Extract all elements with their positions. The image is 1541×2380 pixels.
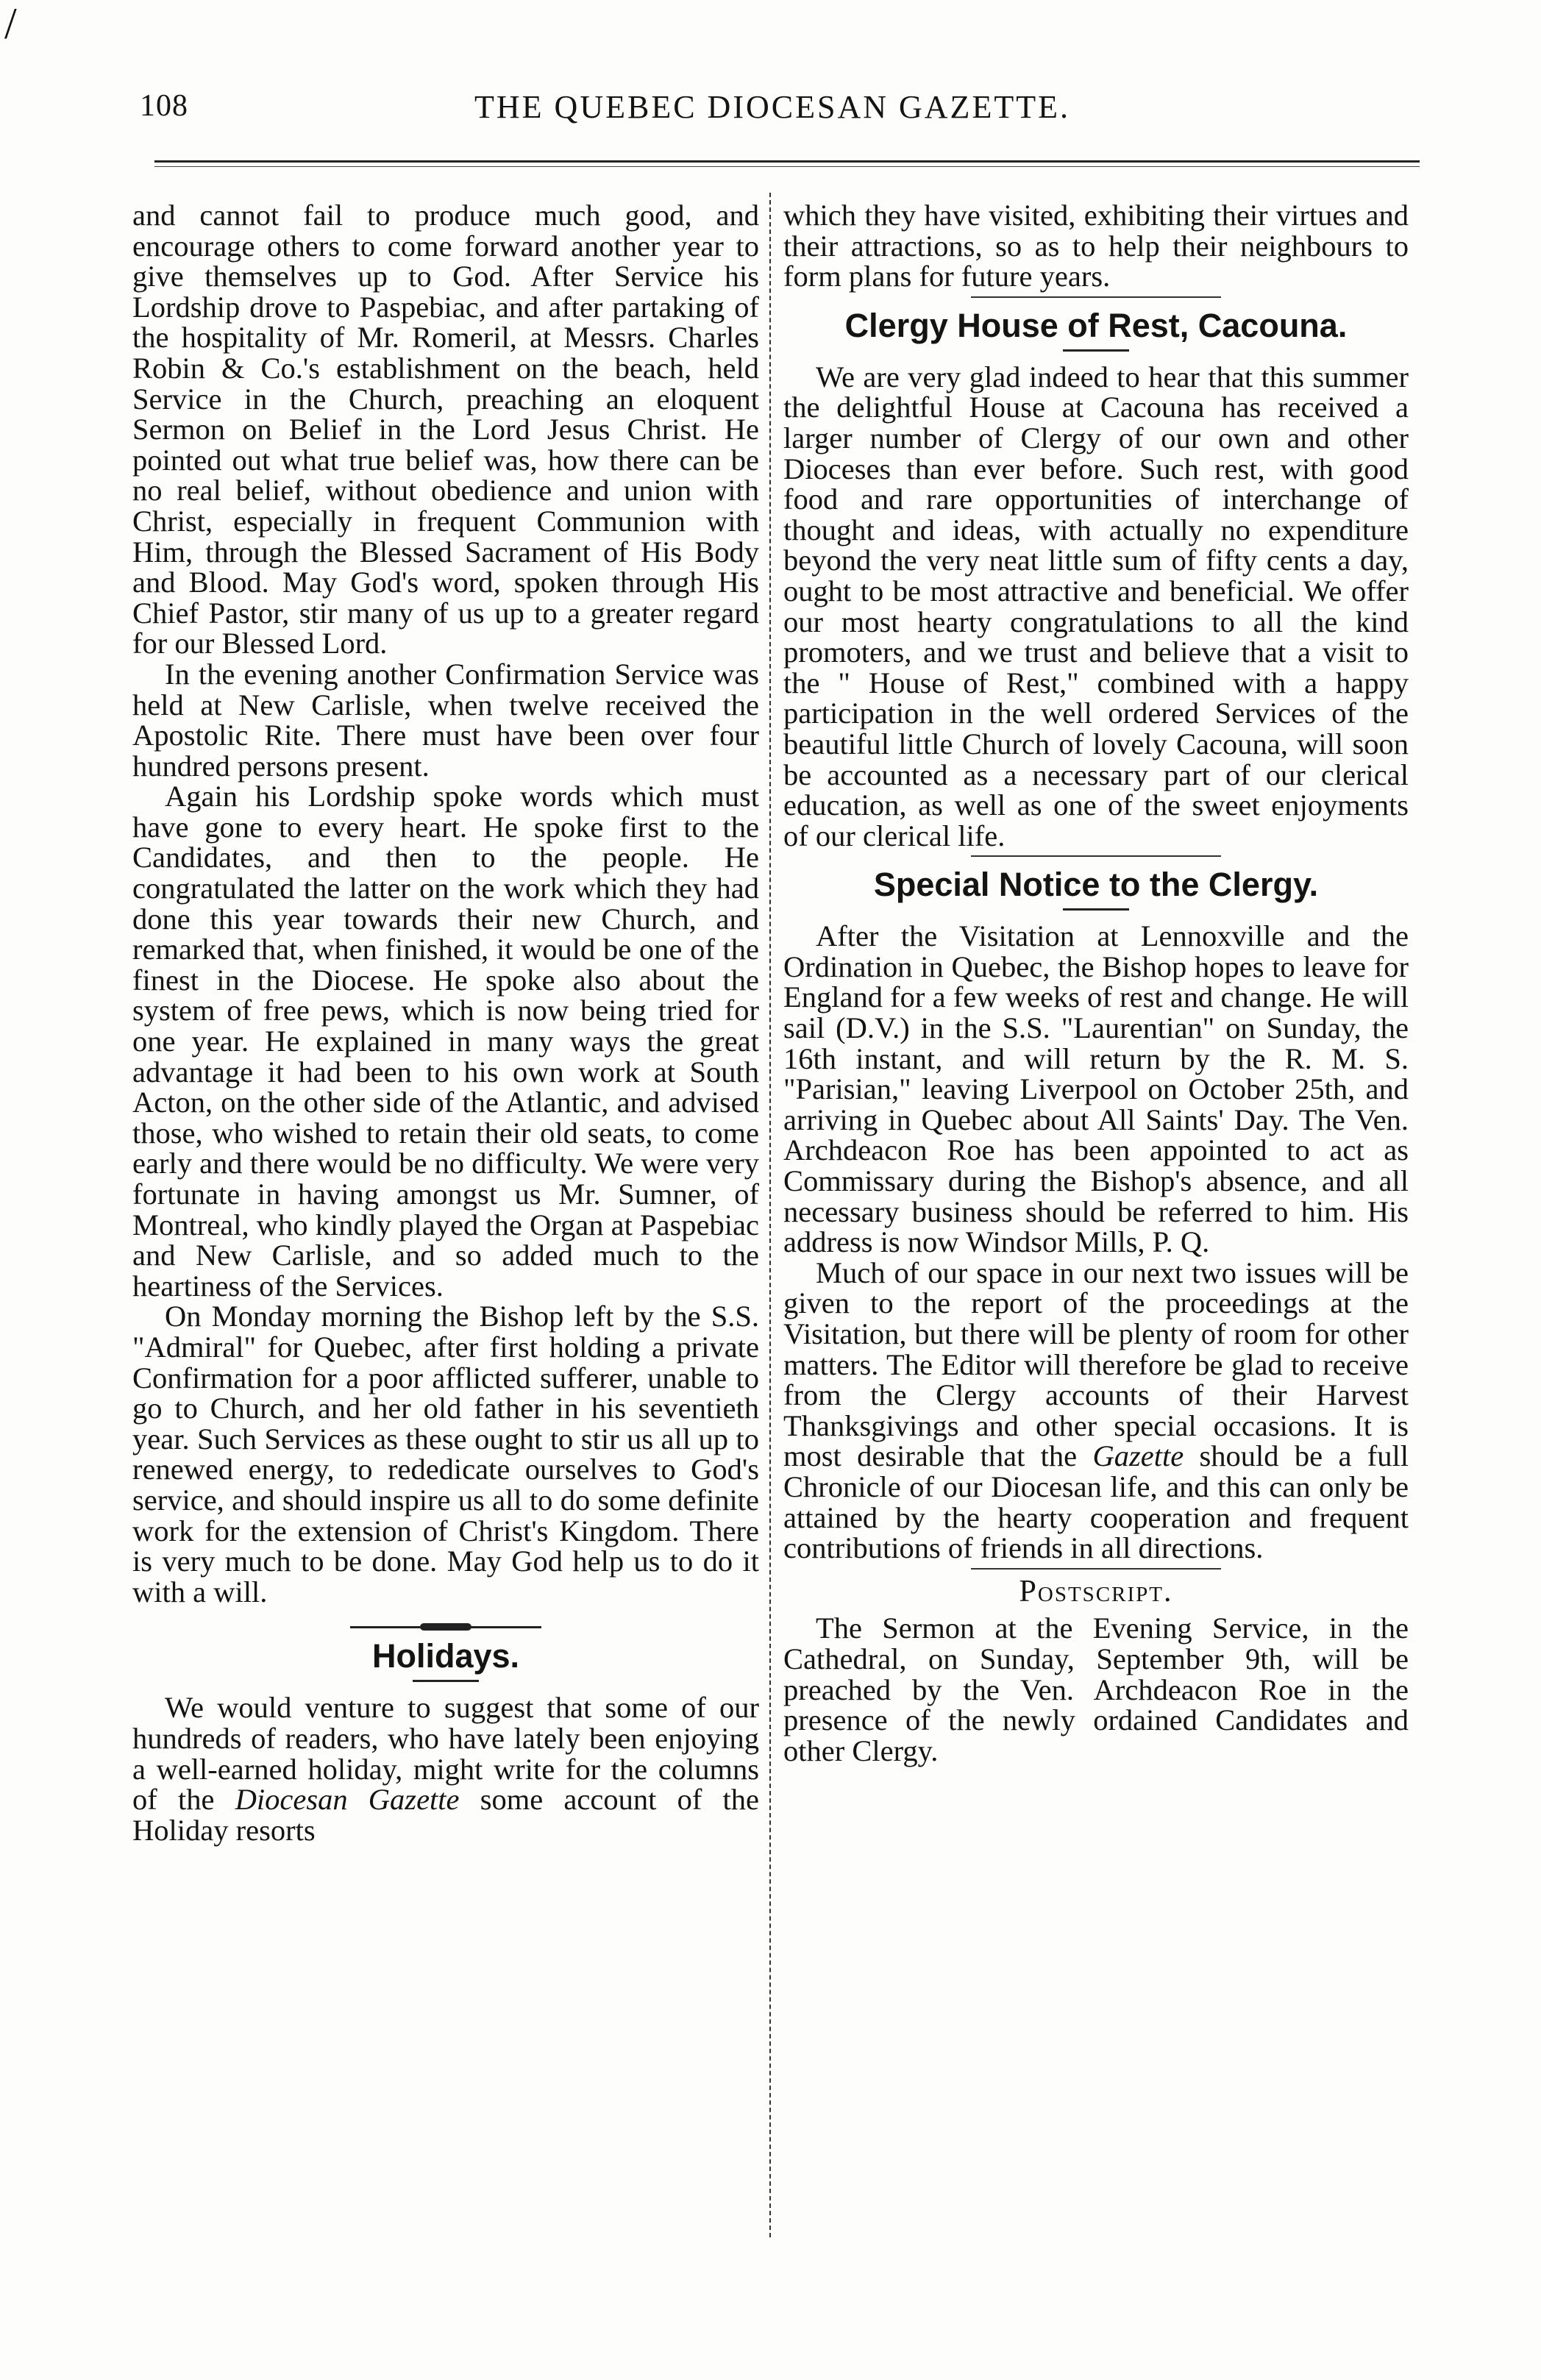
page-number: 108	[140, 89, 188, 123]
section-divider	[971, 1568, 1221, 1570]
text-run: Much of our space in our next two issues will be given to the report of the proceedings at the Visitation, but there will be plenty of room for other matters. The Editor will therefore be glad to receive from the Clergy accounts of their Harvest Thanksgivings and other special occasions. It is most desirable that the	[783, 1255, 1409, 1473]
ornament-divider	[350, 1626, 541, 1628]
article-paragraph: The Sermon at the Evening Service, in the Cathedral, on Sunday, September 9th, will be preached by the Ven. Archdeacon Roe in the presence of the newly ordained Candidates and other Clergy.	[783, 1611, 1409, 1767]
section-rule	[1063, 908, 1129, 911]
running-title: THE QUEBEC DIOCESAN GAZETTE.	[474, 89, 1070, 125]
section-title-special-notice: Special Notice to the Clergy.	[873, 866, 1319, 904]
section-rule	[1063, 349, 1129, 352]
left-column	[132, 200, 759, 1845]
text-run: some account of the Holiday resorts	[132, 1783, 759, 1847]
text-run: We would venture to suggest that some of our hundreds of readers, who have lately been enjoying a well-earned holiday, might write for the columns of the	[132, 1691, 759, 1817]
column-divider	[769, 193, 771, 2237]
article-paragraph: After the Visitation at Lennoxville and the Ordination in Quebec, the Bishop hopes to leave for England for a few weeks of rest and change. He will sail (D.V.) in the S.S. "Laurentian" on Sunday, the 16th instant, and will return by the R. M. S. "Parisian," leaving Liverpool on October 25th, and arriving in Quebec about All Saints' Day. The Ven. Archdeacon Roe has been appointed to act as Commissary during the Bishop's absence, and all necessary business should be referred to him. His address is now Windsor Mills, P. Q.	[783, 919, 1409, 1259]
italic-publication-name: Diocesan Gazette	[235, 1783, 460, 1817]
section-title-clergy-house: Clergy House of Rest, Cacouna.	[844, 306, 1348, 344]
article-paragraph	[783, 1255, 1409, 1565]
article-paragraph: Again his Lordship spoke words which must have gone to every heart. He spoke first to the Candidates, and then to the people. He congratulated the latter on the work which they had done this year towards their new Church, and remarked that, when finished, it would be one of the finest in the Diocese. He spoke also about the system of free pews, which is now being tried for one year. He explained in many ways the great advantage it had been to his own work at South Acton, on the other side of the Atlantic, and advised those, who wished to retain their old seats, to come early and there would be no difficulty. We were very fortunate in having amongst us Mr. Sumner, of Montreal, who kindly played the Organ at Paspebiac and New Carlisle, and so added much to the heartiness of the Services.	[132, 780, 759, 1303]
section-title-holidays: Holidays.	[371, 1637, 520, 1675]
article-paragraph: In the evening another Confirmation Service was held at New Carlisle, when twelve received the Apostolic Rite. There must have been over four hundred persons present.	[132, 657, 759, 783]
article-paragraph: We are very glad indeed to hear that this summer the delightful House at Cacouna has received a larger number of Clergy of our own and other Dioceses than ever before. Such rest, with good food and rare opportunities of interchange of thought and ideas, with actually no expenditure beyond the very neat little sum of fifty cents a day, ought to be most attractive and beneficial. We offer our most hearty congratulations to all the kind promoters, and we trust and believe that a visit to the " House of Rest," combined with a happy participation in the well ordered Services of the beautiful little Church of lovely Cacouna, will soon be accounted as a necessary part of our clerical education, as well as one of the sweet enjoyments of our clerical life.	[783, 360, 1409, 852]
section-title-postscript: Postscript.	[1019, 1574, 1173, 1608]
article-paragraph: On Monday morning the Bishop left by the S.S. "Admiral" for Quebec, after first holding a private Confirmation for a poor afflicted sufferer, unable to go to Church, and her old father in his seventieth year. Such Services as these ought to stir us all up to renewed energy, to rededicate ourselves to God's service, and should inspire us all to do some definite work for the extension of Christ's Kingdom. There is very much to be done. May God help us to do it with a will.	[132, 1300, 759, 1608]
page-header	[140, 88, 1398, 140]
article-paragraph: which they have visited, exhibiting their virtues and their attractions, so as to help their neighbours to form plans for future years.	[783, 199, 1409, 293]
article-paragraph: and cannot fail to produce much good, and encourage others to come forward another year to give themselves up to God. After Service his Lordship drove to Paspebiac, and after partaking of the hospitality of Mr. Romeril, at Messrs. Charles Robin & Co.'s establishment on the beach, held Service in the Church, preaching an eloquent Sermon on Belief in the Lord Jesus Christ. He pointed out what true belief was, how there can be no real belief, without obedience and union with Christ, especially in frequent Communion with Him, through the Blessed Sacrament of His Body and Blood. May God's word, spoken through His Chief Pastor, stir many of us up to a greater regard for our Blessed Lord.	[132, 199, 759, 660]
header-rule	[154, 160, 1420, 167]
section-divider	[971, 855, 1221, 857]
right-column	[783, 200, 1409, 1766]
section-divider	[971, 296, 1221, 298]
section-rule	[413, 1680, 479, 1682]
page-mark: /	[4, 0, 17, 48]
text-run: should be a full Chronicle of our Diocesan life, and this can only be attained by the hearty cooperation and frequent contributions of friends in all directions.	[783, 1439, 1409, 1565]
italic-publication-name: Gazette	[1092, 1439, 1184, 1473]
article-paragraph	[132, 1692, 759, 1845]
